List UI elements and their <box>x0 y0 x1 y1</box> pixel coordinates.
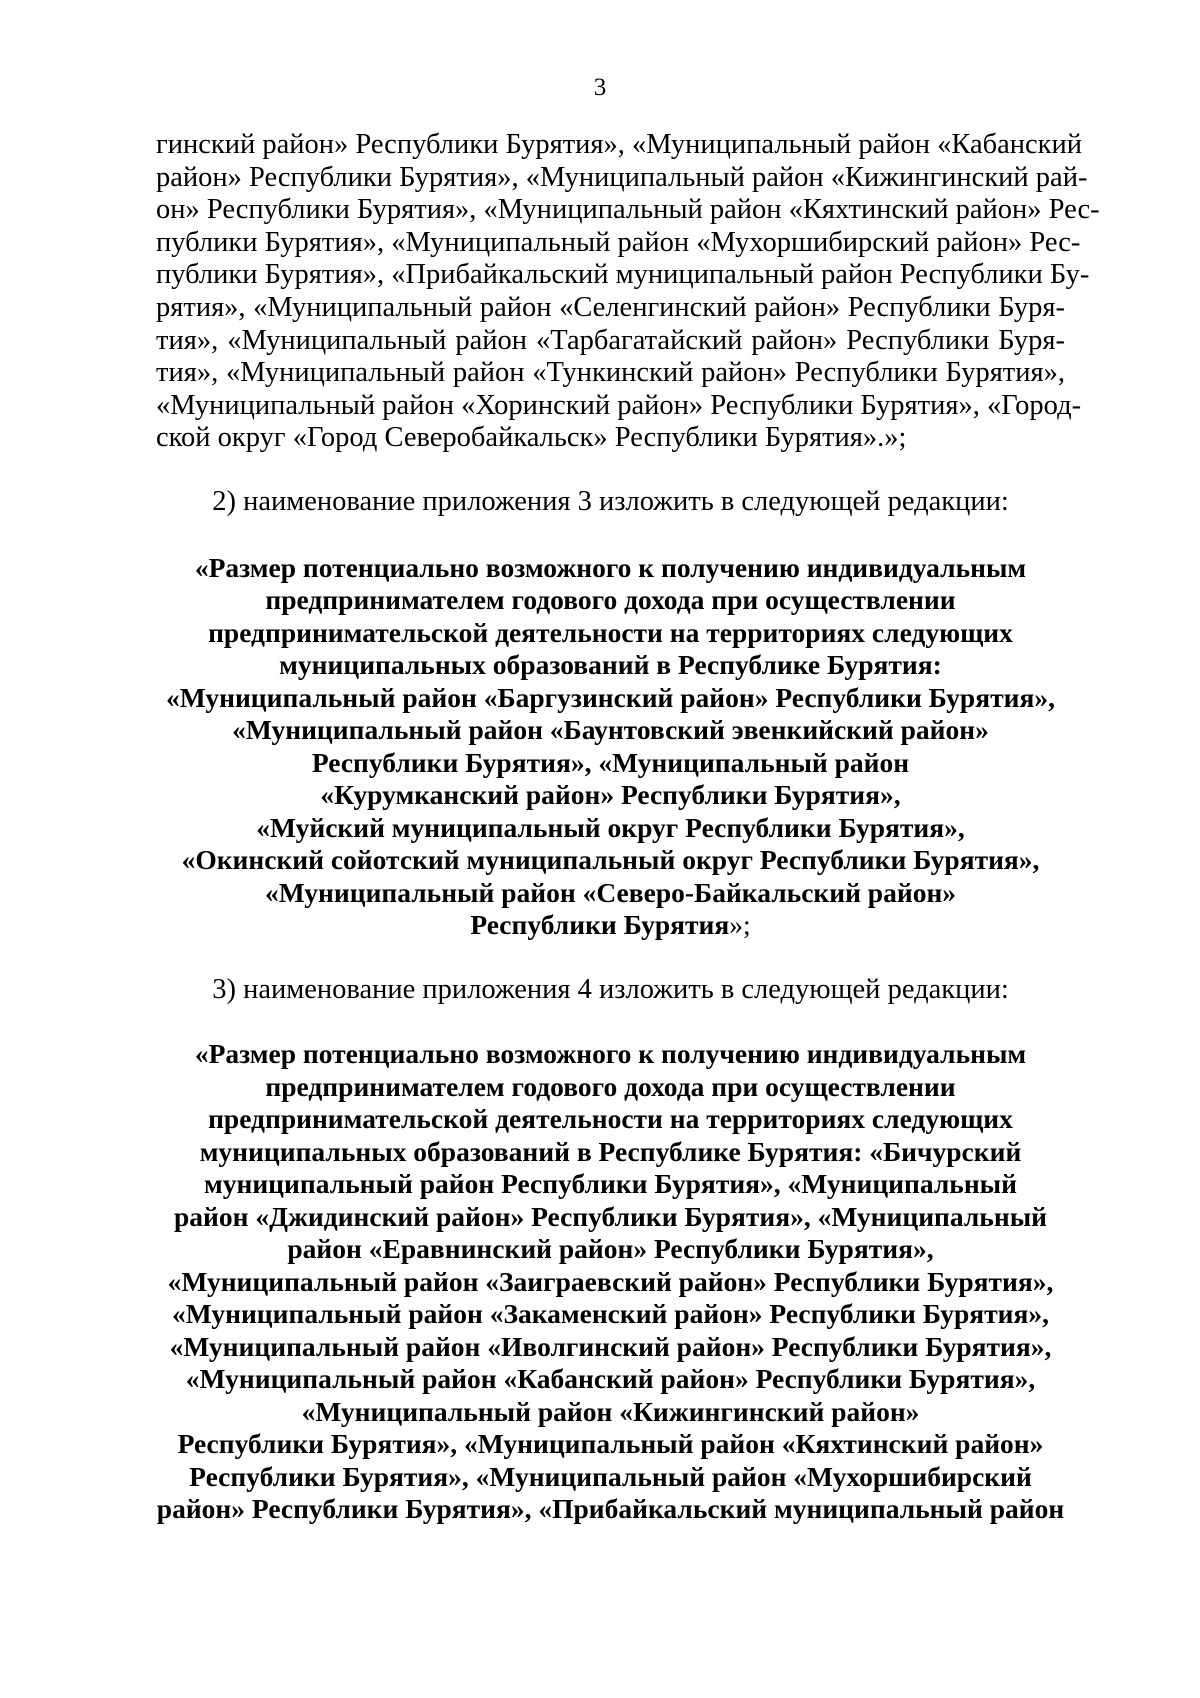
heading-line: «Окинский сойотский муниципальный округ Республики Бурятия», <box>181 844 1040 876</box>
heading-last-tail: »; <box>729 909 751 941</box>
heading-line: район «Джидинский район» Республики Бурятия», «Муниципальный <box>173 1200 1048 1232</box>
heading-line: район «Еравнинский район» Республики Бурятия», <box>287 1233 934 1265</box>
heading-line: предпринимательской деятельности на территориях следующих <box>208 616 1013 648</box>
heading-line-last <box>156 909 1065 942</box>
document-body <box>156 129 1100 1526</box>
heading-line: предпринимателем годового дохода при осуществлении <box>265 584 956 616</box>
text-line: публики Бурятия», «Муниципальный район «Мухоршибирский район» Рес- <box>156 226 1081 258</box>
text-line: тия», «Муниципальный район «Тарбагатайский район» Республики Буря- <box>156 324 1065 356</box>
heading-line: «Муниципальный район «Кижингинский район» <box>301 1395 920 1427</box>
text-line: гинский район» Республики Бурятия», «Муниципальный район «Кабанский <box>156 129 1083 160</box>
heading-line: «Муниципальный район «Северо-Байкальский район» <box>264 876 957 908</box>
heading-line: «Курумканский район» Республики Бурятия», <box>320 779 901 811</box>
heading-line: предпринимателем годового дохода при осуществлении <box>265 1070 956 1102</box>
heading-line: муниципальных образований в Республике Бурятия: «Бичурский <box>199 1135 1022 1167</box>
item-2: 2) наименование приложения 3 изложить в следующей редакции: <box>212 485 1009 517</box>
text-line: ской округ «Город Северобайкальск» Республики Бурятия».»; <box>156 422 907 454</box>
heading-line: район» Республики Бурятия», «Прибайкальский муниципальный район <box>156 1493 1065 1525</box>
heading-line: муниципальный район Республики Бурятия», «Муниципальный <box>204 1168 1017 1200</box>
heading-line: «Муниципальный район «Заиграевский район» Республики Бурятия», <box>167 1265 1054 1297</box>
text-line: район» Республики Бурятия», «Муниципальный район «Кижингинский рай- <box>156 161 1088 193</box>
heading-last-bold: Республики Бурятия <box>470 909 730 941</box>
appendix-3-title <box>156 552 1065 942</box>
heading-line: «Муниципальный район «Кабанский район» Республики Бурятия», <box>185 1363 1036 1395</box>
text-line: тия», «Муниципальный район «Тункинский район» Республики Бурятия», <box>156 357 1065 389</box>
heading-line: «Муниципальный район «Иволгинский район» Республики Бурятия», <box>169 1330 1052 1362</box>
text-line: он» Республики Бурятия», «Муниципальный район «Кяхтинский район» Рес- <box>156 194 1100 226</box>
heading-line: Республики Бурятия», «Муниципальный район «Кяхтинский район» <box>177 1428 1044 1460</box>
heading-line: «Муниципальный район «Баунтовский эвенкийский район» <box>232 714 989 746</box>
item-3: 3) наименование приложения 4 изложить в следующей редакции: <box>212 973 1009 1005</box>
text-line: публики Бурятия», «Прибайкальский муниципальный район Республики Бу- <box>156 259 1090 291</box>
heading-line: «Размер потенциально возможного к получению индивидуальным <box>194 1038 1027 1070</box>
heading-line: «Размер потенциально возможного к получению индивидуальным <box>194 551 1027 583</box>
heading-line: «Муйский муниципальный округ Республики Бурятия», <box>256 811 965 843</box>
heading-line: «Муниципальный район «Закаменский район» Республики Бурятия», <box>172 1298 1049 1330</box>
text-line: рятия», «Муниципальный район «Селенгинский район» Республики Буря- <box>156 291 1065 323</box>
heading-line: предпринимательской деятельности на территориях следующих <box>208 1103 1013 1135</box>
heading-line: «Муниципальный район «Баргузинский район» Республики Бурятия», <box>166 681 1055 713</box>
heading-line: Республики Бурятия», «Муниципальный район «Мухоршибирский <box>189 1460 1032 1492</box>
page-number: 3 <box>593 74 607 101</box>
heading-line: муниципальных образований в Республике Бурятия: <box>279 649 942 681</box>
text-line: «Муниципальный район «Хоринский район» Республики Бурятия», «Город- <box>156 389 1082 421</box>
heading-line: Республики Бурятия», «Муниципальный район <box>311 746 910 778</box>
appendix-4-title <box>156 1038 1065 1526</box>
intro-paragraph <box>156 129 1100 455</box>
